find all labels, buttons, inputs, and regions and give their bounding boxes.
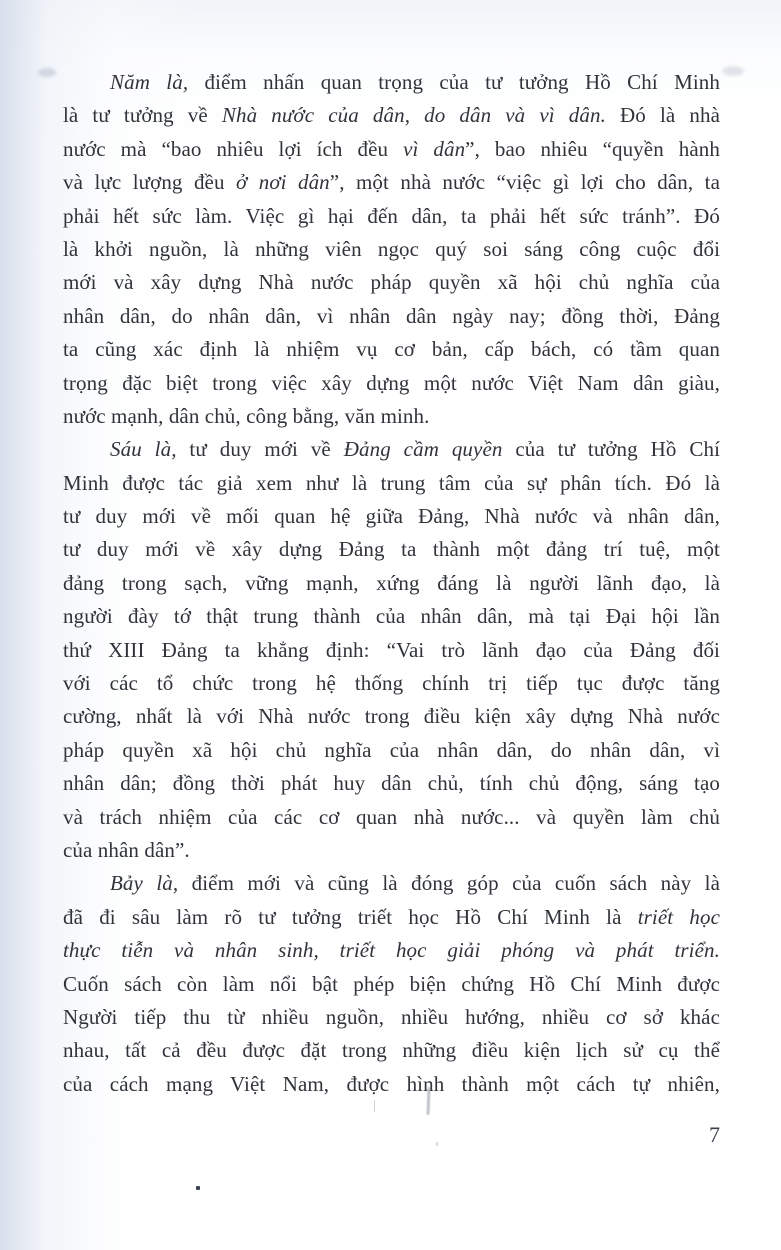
paragraph <box>63 867 720 1101</box>
emphasis-text-run: Đảng cầm quyền <box>343 437 503 462</box>
text-run: mới và xây dựng Nhà nước pháp quyền xã hội chủ nghĩa của <box>63 270 720 295</box>
emphasis-text-run: Năm là, <box>110 70 189 94</box>
text-line <box>63 934 720 967</box>
text-run: ta cũng xác định là nhiệm vụ cơ bản, cấp bách, có tầm quan <box>63 337 720 362</box>
text-run: thứ XIII Đảng ta khẳng định: “Vai trò lãnh đạo của Đảng đối <box>63 637 720 662</box>
paragraph <box>63 433 720 867</box>
text-line <box>63 667 720 700</box>
text-line <box>63 968 720 1001</box>
text-line <box>63 99 720 132</box>
text-line <box>63 634 720 667</box>
emphasis-text-run: thực tiễn và nhân sinh, triết học giải phóng và phát triển. <box>63 938 720 963</box>
text-run: pháp quyền xã hội chủ nghĩa của nhân dân, do nhân dân, vì <box>63 737 720 762</box>
text-line <box>63 600 720 633</box>
text-line <box>63 834 720 867</box>
text-run: nhân dân, do nhân dân, vì nhân dân ngày nay; đồng thời, Đảng <box>63 303 720 328</box>
text-line <box>63 1068 720 1101</box>
scan-speck <box>374 1100 375 1112</box>
text-line <box>63 266 720 299</box>
text-run: cường, nhất là với Nhà nước trong điều kiện xây dựng Nhà nước <box>63 704 720 729</box>
text-run: tư duy mới về xây dựng Đảng ta thành một đảng trí tuệ, một <box>63 537 720 562</box>
text-line <box>63 901 720 934</box>
text-run: điểm nhấn quan trọng của tư tưởng Hồ Chí Minh <box>188 70 720 94</box>
paragraph <box>63 66 720 433</box>
scan-speck <box>196 1186 200 1190</box>
text-run: của tư tưởng Hồ Chí <box>502 437 721 462</box>
text-run: và lực lượng đều <box>63 170 236 195</box>
text-line <box>63 567 720 600</box>
text-line <box>63 801 720 834</box>
text-run: đảng trong sạch, vững mạnh, xứng đáng là người lãnh đạo, là <box>63 570 720 595</box>
text-run: nước mạnh, dân chủ, công bằng, văn minh. <box>63 403 430 428</box>
text-block <box>63 66 720 1101</box>
text-run: tư duy mới về <box>176 437 344 462</box>
text-run: tư duy mới về mối quan hệ giữa Đảng, Nhà nước và nhân dân, <box>63 504 720 529</box>
page-number: 7 <box>709 1122 720 1147</box>
text-line <box>63 133 720 166</box>
emphasis-text-run: triết học <box>637 904 721 929</box>
text-run: nước mà “bao nhiêu lợi ích đều <box>63 136 404 161</box>
text-run: là khởi nguồn, là những viên ngọc quý soi sáng công cuộc đổi <box>63 236 720 261</box>
text-line <box>63 700 720 733</box>
scan-ghost-mark <box>38 68 56 77</box>
emphasis-text-run: Bảy là, <box>110 871 179 896</box>
text-run: của nhân dân”. <box>63 837 190 862</box>
text-line <box>63 767 720 800</box>
text-line <box>63 1001 720 1034</box>
text-line <box>63 166 720 199</box>
emphasis-text-run: Nhà nước của dân, do dân và vì dân. <box>221 103 606 128</box>
text-line <box>63 300 720 333</box>
text-line <box>63 1034 720 1067</box>
text-run: Đó là nhà <box>605 103 720 128</box>
text-line <box>63 66 720 99</box>
text-line <box>63 367 720 400</box>
emphasis-text-run: ở nơi dân <box>235 170 330 195</box>
text-run: trọng đặc biệt trong việc xây dựng một nước Việt Nam dân giàu, <box>63 370 720 395</box>
text-line <box>63 433 720 466</box>
text-run: là tư tưởng về <box>63 103 222 128</box>
text-run: phải hết sức làm. Việc gì hại đến dân, ta phải hết sức tránh”. Đó <box>63 203 720 228</box>
text-run: với các tổ chức trong hệ thống chính trị tiếp tục được tăng <box>63 671 720 696</box>
text-line <box>63 400 720 433</box>
text-run: Cuốn sách còn làm nổi bật phép biện chứng Hồ Chí Minh được <box>63 971 720 996</box>
scan-ghost-mark <box>722 66 744 76</box>
text-line <box>63 867 720 900</box>
text-run: nhau, tất cả đều được đặt trong những điều kiện lịch sử cụ thể <box>63 1038 720 1063</box>
text-line <box>63 467 720 500</box>
text-run: Minh được tác giả xem như là trung tâm của sự phân tích. Đó là <box>63 470 720 495</box>
text-run: ”, bao nhiêu “quyền hành <box>465 136 720 161</box>
text-run: người đày tớ thật trung thành của nhân dân, mà tại Đại hội lần <box>63 604 720 629</box>
text-run: đã đi sâu làm rõ tư tưởng triết học Hồ Chí Minh là <box>63 904 638 929</box>
text-line <box>63 533 720 566</box>
text-run: của cách mạng Việt Nam, được hình thành một cách tự nhiên, <box>63 1071 720 1096</box>
text-run: Người tiếp thu từ nhiều nguồn, nhiều hướng, nhiều cơ sở khác <box>63 1004 720 1029</box>
text-line <box>63 233 720 266</box>
text-run: điểm mới và cũng là đóng góp của cuốn sách này là <box>178 871 720 896</box>
text-line <box>63 500 720 533</box>
emphasis-text-run: vì dân <box>403 136 466 161</box>
emphasis-text-run: Sáu là, <box>110 437 177 462</box>
text-line <box>63 200 720 233</box>
text-run: ”, một nhà nước “việc gì lợi cho dân, ta <box>329 170 720 195</box>
text-run: và trách nhiệm của các cơ quan nhà nước... và quyền làm chủ <box>63 804 720 829</box>
text-line <box>63 734 720 767</box>
text-line <box>63 333 720 366</box>
text-run: nhân dân; đồng thời phát huy dân chủ, tính chủ động, sáng tạo <box>63 771 720 796</box>
